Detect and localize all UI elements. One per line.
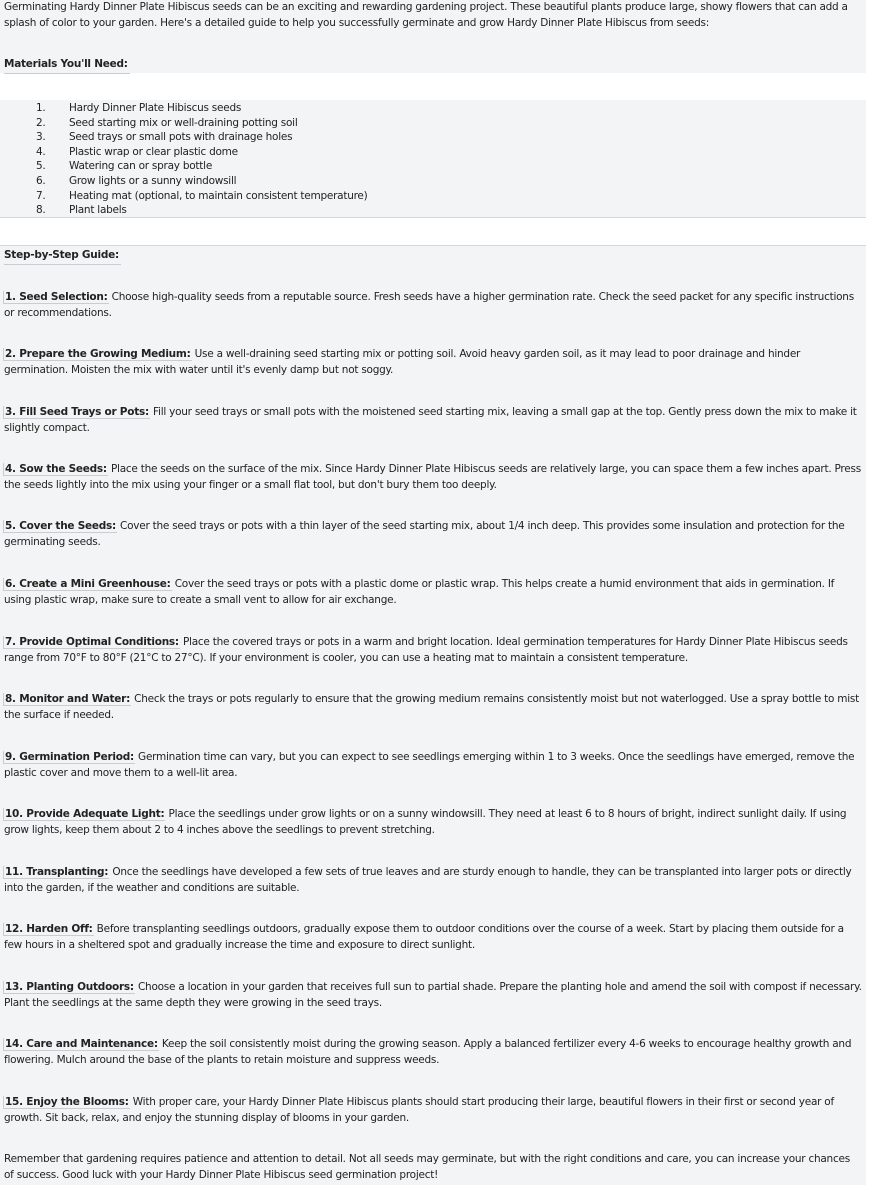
step-label: 2. Prepare the Growing Medium: xyxy=(5,348,191,360)
step-paragraph xyxy=(4,405,862,436)
intro-paragraph: Germinating Hardy Dinner Plate Hibiscus seeds can be an exciting and rewarding gardening project. These beautiful plants produce large, showy flowers that can add a splash of color to your garden. Here's a detailed guide to help you successfully germinate and grow Hardy Dinner Plate Hibiscus from seeds: xyxy=(4,1,848,29)
materials-list-block xyxy=(0,100,866,218)
list-item-number: 8. xyxy=(36,204,46,217)
step-label: 3. Fill Seed Trays or Pots: xyxy=(5,406,149,418)
step-paragraph xyxy=(4,347,862,378)
step-paragraph xyxy=(4,1095,862,1126)
step-label: 6. Create a Mini Greenhouse: xyxy=(5,578,171,590)
list-item-number: 4. xyxy=(36,145,46,158)
closing-paragraph: Remember that gardening requires patience and attention to detail. Not all seeds may germinate, but with the right conditions and care, you can increase your chances of success. Good luck with your Hardy Dinner Plate Hibiscus seed germination project! xyxy=(4,1153,850,1181)
step-text: Place the seedlings under grow lights or on a sunny windowsill. They need at least 6 to 8 hours of bright, indirect sunlight daily. If using grow lights, keep them about 2 to 4 inches above the seedlings to prevent stretching. xyxy=(4,808,847,836)
step-label: 13. Planting Outdoors: xyxy=(5,981,134,993)
step-paragraph xyxy=(4,519,862,550)
step-text: Before transplanting seedlings outdoors, gradually expose them to outdoor conditions over the course of a week. Start by placing them outside for a few hours in a sheltered spot and gradually increase the time and exposure to direct sunlight. xyxy=(4,923,844,951)
list-item-text: Plastic wrap or clear plastic dome xyxy=(69,145,238,158)
step-label: 15. Enjoy the Blooms: xyxy=(5,1096,129,1108)
list-item-number: 2. xyxy=(36,116,46,129)
step-label: 7. Provide Optimal Conditions: xyxy=(5,636,179,648)
step-paragraph xyxy=(4,462,862,493)
step-label: 12. Harden Off: xyxy=(5,923,93,935)
step-text: With proper care, your Hardy Dinner Plate Hibiscus plants should start producing their large, beautiful flowers in their first or second year of growth. Sit back, relax, and enjoy the stunning display of blooms in your garden. xyxy=(4,1096,834,1124)
step-label: 11. Transplanting: xyxy=(5,866,109,878)
list-item-text: Hardy Dinner Plate Hibiscus seeds xyxy=(69,102,242,114)
step-label: 14. Care and Maintenance: xyxy=(5,1038,158,1050)
step-paragraph xyxy=(4,577,862,608)
step-label: 5. Cover the Seeds: xyxy=(5,520,116,532)
list-item-text: Seed trays or small pots with drainage holes xyxy=(69,131,293,144)
step-text: Place the seeds on the surface of the mix. Since Hardy Dinner Plate Hibiscus seeds are relatively large, you can space them a few inches apart. Press the seeds lightly into the mix using your finger or a small flat tool, but don't bury them too deeply. xyxy=(4,463,861,491)
step-paragraph xyxy=(4,980,862,1011)
step-text: Once the seedlings have developed a few sets of true leaves and are sturdy enough to handle, they can be transplanted into larger pots or directly into the garden, if the weather and conditions are suitable. xyxy=(4,866,852,894)
list-item-number: 1. xyxy=(36,102,46,114)
step-text: Check the trays or pots regularly to ensure that the growing medium remains consistently moist but not waterlogged. Use a spray bottle to mist the surface if needed. xyxy=(4,693,860,721)
materials-heading: Materials You'll Need: xyxy=(4,57,130,74)
step-text: Germination time can vary, but you can expect to see seedlings emerging within 1 to 3 weeks. Once the seedlings have emerged, remove the plastic cover and move them to a well-lit area. xyxy=(4,751,855,779)
guide-heading: Step-by-Step Guide: xyxy=(4,248,121,265)
step-text: Cover the seed trays or pots with a thin layer of the seed starting mix, about 1/4 inch deep. This provides some insulation and protection for the germinating seeds. xyxy=(4,520,845,548)
step-paragraph xyxy=(4,750,862,781)
step-label: 1. Seed Selection: xyxy=(5,291,108,303)
step-text: Cover the seed trays or pots with a plastic dome or plastic wrap. This helps create a humid environment that aids in germination. If using plastic wrap, make sure to create a small vent to allow for air exchange. xyxy=(4,578,835,606)
step-text: Choose high-quality seeds from a reputable source. Fresh seeds have a higher germination rate. Check the seed packet for any specific instructions or recommendations. xyxy=(4,291,854,319)
step-paragraph xyxy=(4,635,862,666)
intro-block xyxy=(0,0,866,73)
list-item-text: Grow lights or a sunny windowsill xyxy=(69,174,237,187)
step-label: 4. Sow the Seeds: xyxy=(5,463,107,475)
step-paragraph xyxy=(4,807,862,838)
step-paragraph xyxy=(4,290,862,321)
list-item-number: 6. xyxy=(36,174,46,187)
guide-block xyxy=(0,245,866,1185)
step-paragraph xyxy=(4,692,862,723)
step-paragraph xyxy=(4,1037,862,1068)
step-label: 10. Provide Adequate Light: xyxy=(5,808,165,820)
step-text: Fill your seed trays or small pots with the moistened seed starting mix, leaving a small gap at the top. Gently press down the mix to make it slightly compact. xyxy=(4,406,857,434)
list-item-number: 3. xyxy=(36,131,46,144)
step-text: Choose a location in your garden that receives full sun to partial shade. Prepare the planting hole and amend the soil with compost if necessary. Plant the seedlings at the same depth they were growing in the seed trays. xyxy=(4,981,862,1009)
list-item-number: 5. xyxy=(36,160,46,173)
step-paragraph xyxy=(4,922,862,953)
step-text: Place the covered trays or pots in a warm and bright location. Ideal germination temperatures for Hardy Dinner Plate Hibiscus seeds range from 70°F to 80°F (21°C to 27°C). If your environment is cooler, you can use a heating mat to maintain a consistent temperature. xyxy=(4,636,848,664)
step-paragraph xyxy=(4,865,862,896)
step-label: 9. Germination Period: xyxy=(5,751,134,763)
step-text: Use a well-draining seed starting mix or potting soil. Avoid heavy garden soil, as it may lead to poor drainage and hinder germination. Moisten the mix with water until it's evenly damp but not soggy. xyxy=(4,348,801,376)
step-text: Keep the soil consistently moist during the growing season. Apply a balanced fertilizer every 4-6 weeks to encourage healthy growth and flowering. Mulch around the base of the plants to retain moisture and suppress weeds. xyxy=(4,1038,852,1066)
list-item-text: Watering can or spray bottle xyxy=(69,160,213,173)
list-item-text: Plant labels xyxy=(69,204,127,217)
list-item-text: Heating mat (optional, to maintain consistent temperature) xyxy=(69,189,368,202)
list-item-number: 7. xyxy=(36,189,46,202)
list-item-text: Seed starting mix or well-draining potting soil xyxy=(69,116,298,129)
step-label: 8. Monitor and Water: xyxy=(5,693,131,705)
